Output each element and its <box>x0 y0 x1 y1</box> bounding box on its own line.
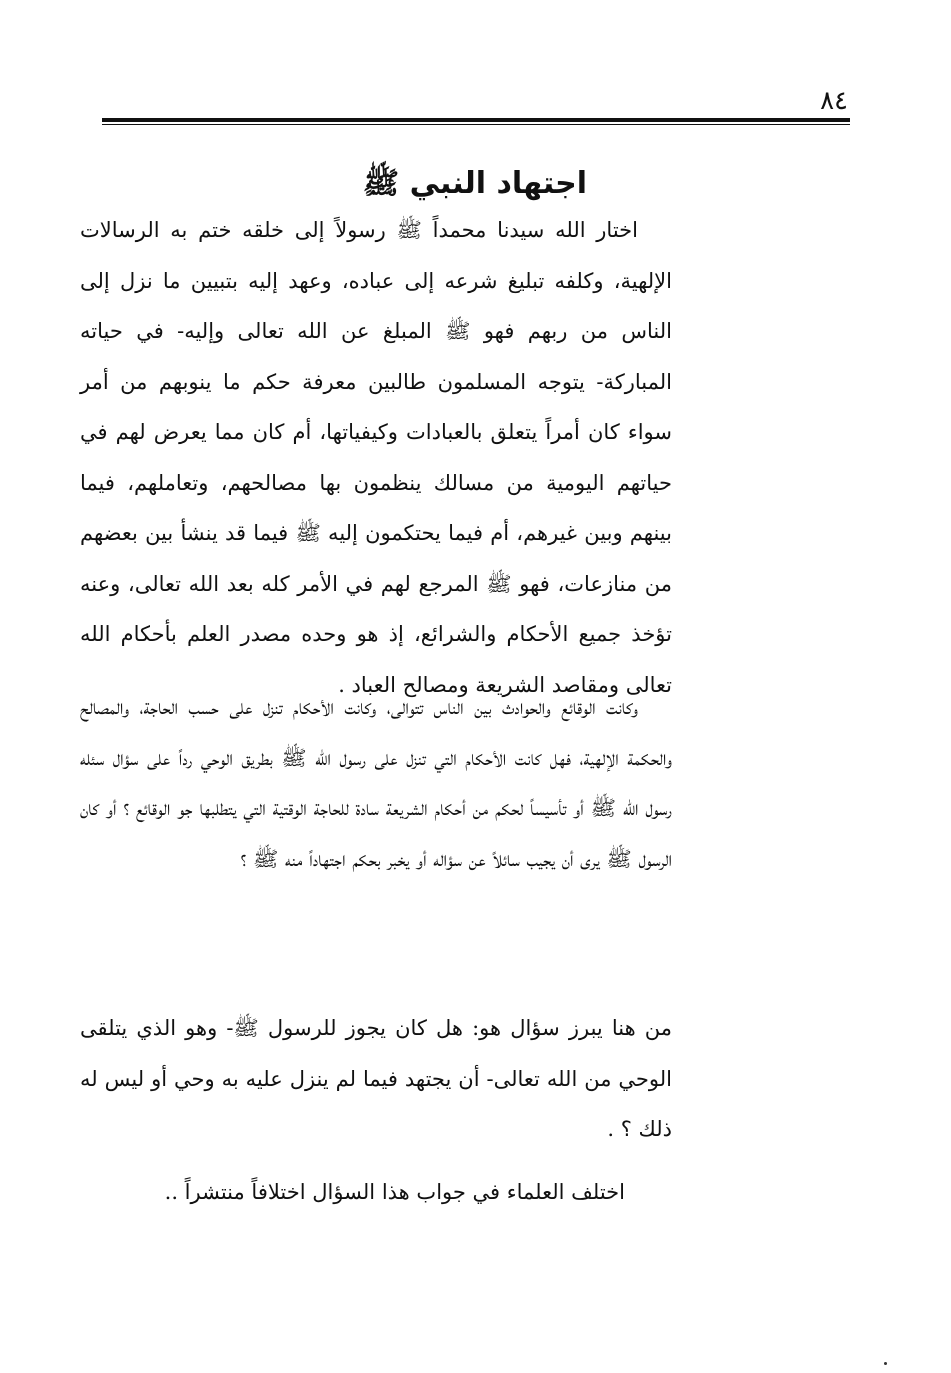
closing-line: اختلف العلماء في جواب هذا السؤال اختلافاً منتشراً .. <box>164 1180 625 1204</box>
chapter-title: اجتهاد النبي ﷺ <box>362 166 588 202</box>
header-rule-thin <box>102 124 850 125</box>
header-rule-thick <box>102 118 850 122</box>
paragraph-3: من هنا يبرز سؤال هو: هل كان يجوز للرسول ﷺ- وهو الذي يتلقى الوحي من الله تعالى- أن يجتهد فيما لم ينزل عليه به وحي أو ليس له ذلك ؟ . <box>80 1016 672 1141</box>
paragraph-1: اختار الله سيدنا محمداً ﷺ رسولاً إلى خلقه ختم به الرسالات الإلهية، وكلفه تبليغ شرعه إلى عباده، وعهد إليه بتبيين ما نزل إلى الناس من ربهم فهو ﷺ المبلغ عن الله تعالى وإليه- في حياته المباركة- يتوجه المسلمون طالبين معرفة حكم ما ينوبهم من أمر سواء كان أمراً يتعلق بالعبادات وكيفياتها، أم كان مما يعرض لهم في حياتهم اليومية من مسالك ينظمون بها مصالحهم، وتعاملهم، فيما بينهم وبين غيرهم، أم فيما يحتكمون إليه ﷺ فيما قد ينشأ بين بعضهم من منازعات، فهو ﷺ المرجع لهم في الأمر كله بعد الله تعالى، وعنه تؤخذ جميع الأحكام والشرائع، إذ هو وحده مصدر العلم بأحكام الله تعالى ومقاصد الشريعة ومصالح العباد . <box>80 218 672 697</box>
stray-mark <box>884 1362 887 1365</box>
page-number: ٨٤ <box>820 86 848 116</box>
paragraph-2: وكانت الوقائع والحوادث بين الناس تتوالى، وكانت الأحكام تنزل على حسب الحاجة، والمصالح والحكمة الإلهية، فهل كانت الأحكام التي تنزل على رسول الله ﷺ بطريق الوحي رداً على سؤال سئله رسول الله ﷺ أو تأسيساً لحكم من أحكام الشريعة سادة للحاجة الوقتية التي يتطلبها جو الوقائع ؟ أو كان الرسول ﷺ يرى أن يجيب سائلاً عن سؤاله أو يخبر بحكم اجتهاداً منه ﷺ ؟ <box>80 695 672 871</box>
